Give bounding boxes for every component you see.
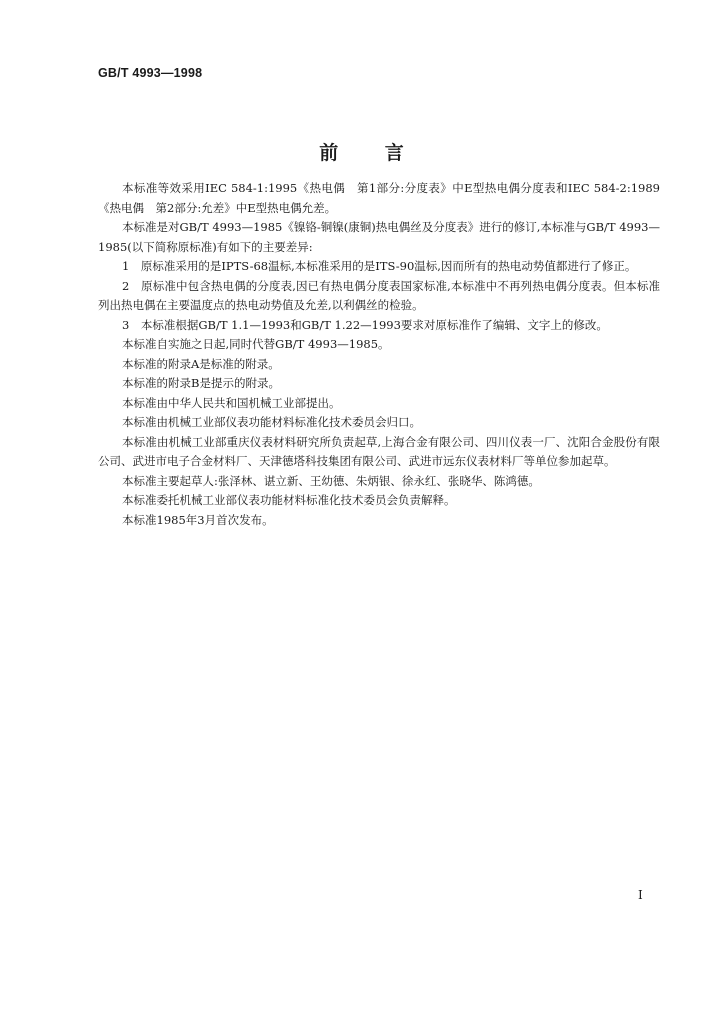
paragraph-main-drafters: 本标准主要起草人:张泽林、谌立新、王幼德、朱炳银、徐永红、张晓华、陈鸿德。: [122, 473, 540, 488]
standard-code: GB/T 4993—1998: [98, 66, 203, 80]
paragraph-equivalence: 本标准等效采用IEC 584-1:1995《热电偶 第1部分:分度表》中E型热电偶分度表和IEC 584-2:1989《热电偶 第2部分:允差》中E型热电偶允差。: [98, 181, 660, 215]
page-number: I: [638, 888, 643, 902]
paragraph-difference-2: 2 原标准中包含热电偶的分度表,因已有热电偶分度表国家标准,本标准中不再列热电偶分度表。但本标准列出热电偶在主要温度点的热电动势值及允差,以利偶丝的检验。: [98, 278, 660, 312]
foreword-body: [98, 179, 660, 530]
paragraph-proposed-by: 本标准由中华人民共和国机械工业部提出。: [122, 395, 341, 410]
paragraph-interpretation: 本标准委托机械工业部仪表功能材料标准化技术委员会负责解释。: [122, 493, 456, 507]
paragraph-centralized-by: 本标准由机械工业部仪表功能材料标准化技术委员会归口。: [122, 415, 421, 429]
page-title: 前 言: [319, 142, 405, 164]
paragraph-difference-3: 3 本标准根据GB/T 1.1—1993和GB/T 1.22—1993要求对原标准作了编辑、文字上的修改。: [122, 317, 608, 332]
paragraph-appendix-a: 本标准的附录A是标准的附录。: [122, 356, 280, 371]
paragraph-drafted-by: 本标准由机械工业部重庆仪表材料研究所负责起草,上海合金有限公司、四川仪表一厂、沈阳合金股份有限公司、武进市电子合金材料厂、天津德塔科技集团有限公司、武进市远东仪表材料厂等单位参加起草。: [98, 434, 660, 468]
paragraph-first-issue: 本标准1985年3月首次发布。: [122, 512, 274, 527]
paragraph-difference-1: 1 原标准采用的是IPTS-68温标,本标准采用的是ITS-90温标,因而所有的热电动势值都进行了修正。: [122, 259, 637, 273]
paragraph-replacement: 本标准自实施之日起,同时代替GB/T 4993—1985。: [122, 337, 390, 351]
paragraph-appendix-b: 本标准的附录B是提示的附录。: [122, 376, 280, 390]
paragraph-revision: 本标准是对GB/T 4993—1985《镍铬-铜镍(康铜)热电偶丝及分度表》进行的修订,本标准与GB/T 4993—1985(以下简称原标准)有如下的主要差异:: [98, 220, 660, 254]
